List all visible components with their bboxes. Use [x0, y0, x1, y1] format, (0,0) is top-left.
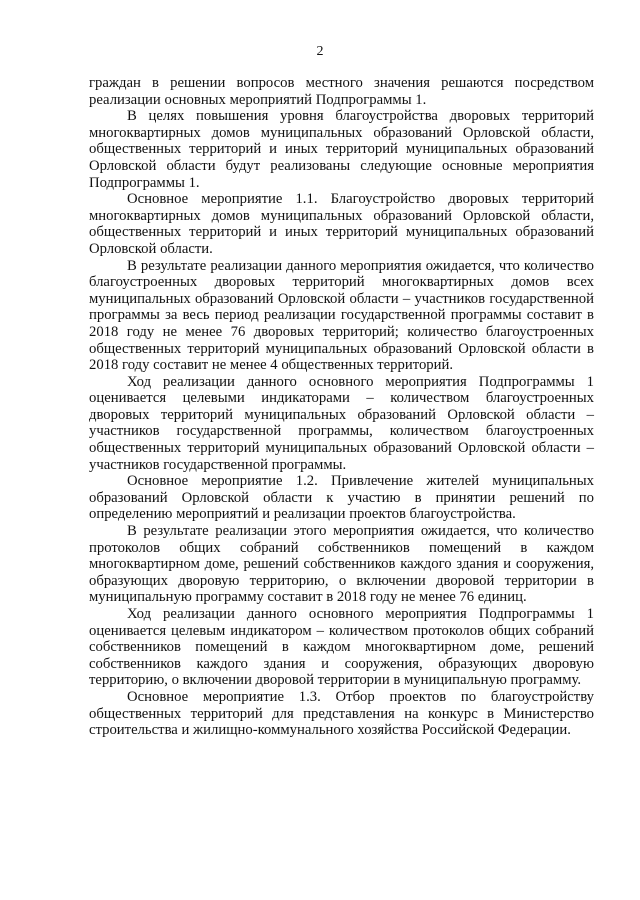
- page-number: 2: [316, 44, 324, 59]
- paragraph-measure-1-1: Основное мероприятие 1.1. Благоустройство дворовых территорий многоквартирных домов муниципальных образований Орловской области, общественных территорий и иных территорий муниципальных образований Орловской области.: [89, 191, 594, 257]
- paragraph-continuation: граждан в решении вопросов местного значения решаются посредством реализации основных мероприятий Подпрограммы 1.: [89, 75, 594, 108]
- paragraph-measure-1-2: Основное мероприятие 1.2. Привлечение жителей муниципальных образований Орловской области к участию в принятии решений по определению мероприятий и реализации проектов благоустройства.: [89, 473, 594, 523]
- paragraph-measure-1-1-result: В результате реализации данного мероприятия ожидается, что количество благоустроенных дворовых территорий многоквартирных домов всех муниципальных образований Орловской области – участников государственной программы за весь период реализации государственной программы составит в 2018 году не менее 76 дворовых территорий; количество благоустроенных общественных территорий муниципальных образований Орловской области в 2018 году составит не менее 4 общественных территорий.: [89, 257, 594, 374]
- paragraph-measure-1-3: Основное мероприятие 1.3. Отбор проектов по благоустройству общественных территорий для представления на конкурс в Министерство строительства и жилищно-коммунального хозяйства Российской Федерации.: [89, 688, 594, 739]
- paragraph-measure-1-2-result: В результате реализации этого мероприятия ожидается, что количество протоколов общих собраний собственников помещений в каждом многоквартирном доме, решений собственников каждого здания и сооружения, образующих дворовую территорию, о включении дворовой территории в муниципальную программу составит в 2018 году не менее 76 единиц.: [89, 523, 594, 606]
- document-body: [89, 75, 594, 739]
- paragraph-intro: В целях повышения уровня благоустройства дворовых территорий многоквартирных домов муниципальных образований Орловской области, общественных территорий и иных территорий муниципальных образований Орловской области будут реализованы следующие основные мероприятия Подпрограммы 1.: [89, 108, 594, 191]
- paragraph-measure-1-1-indicators: Ход реализации данного основного мероприятия Подпрограммы 1 оценивается целевыми индикаторами – количеством благоустроенных дворовых территорий муниципальных образований Орловской области – участников государственной программы, количеством благоустроенных общественных территорий муниципальных образований Орловской области – участников государственной программы.: [89, 373, 594, 473]
- paragraph-measure-1-2-indicators: Ход реализации данного основного мероприятия Подпрограммы 1 оценивается целевым индикатором – количеством протоколов общих собраний собственников помещений в каждом многоквартирном доме, решений собственников каждого здания и сооружения, образующих дворовую территорию, о включении дворовой территории в муниципальную программу.: [89, 606, 594, 689]
